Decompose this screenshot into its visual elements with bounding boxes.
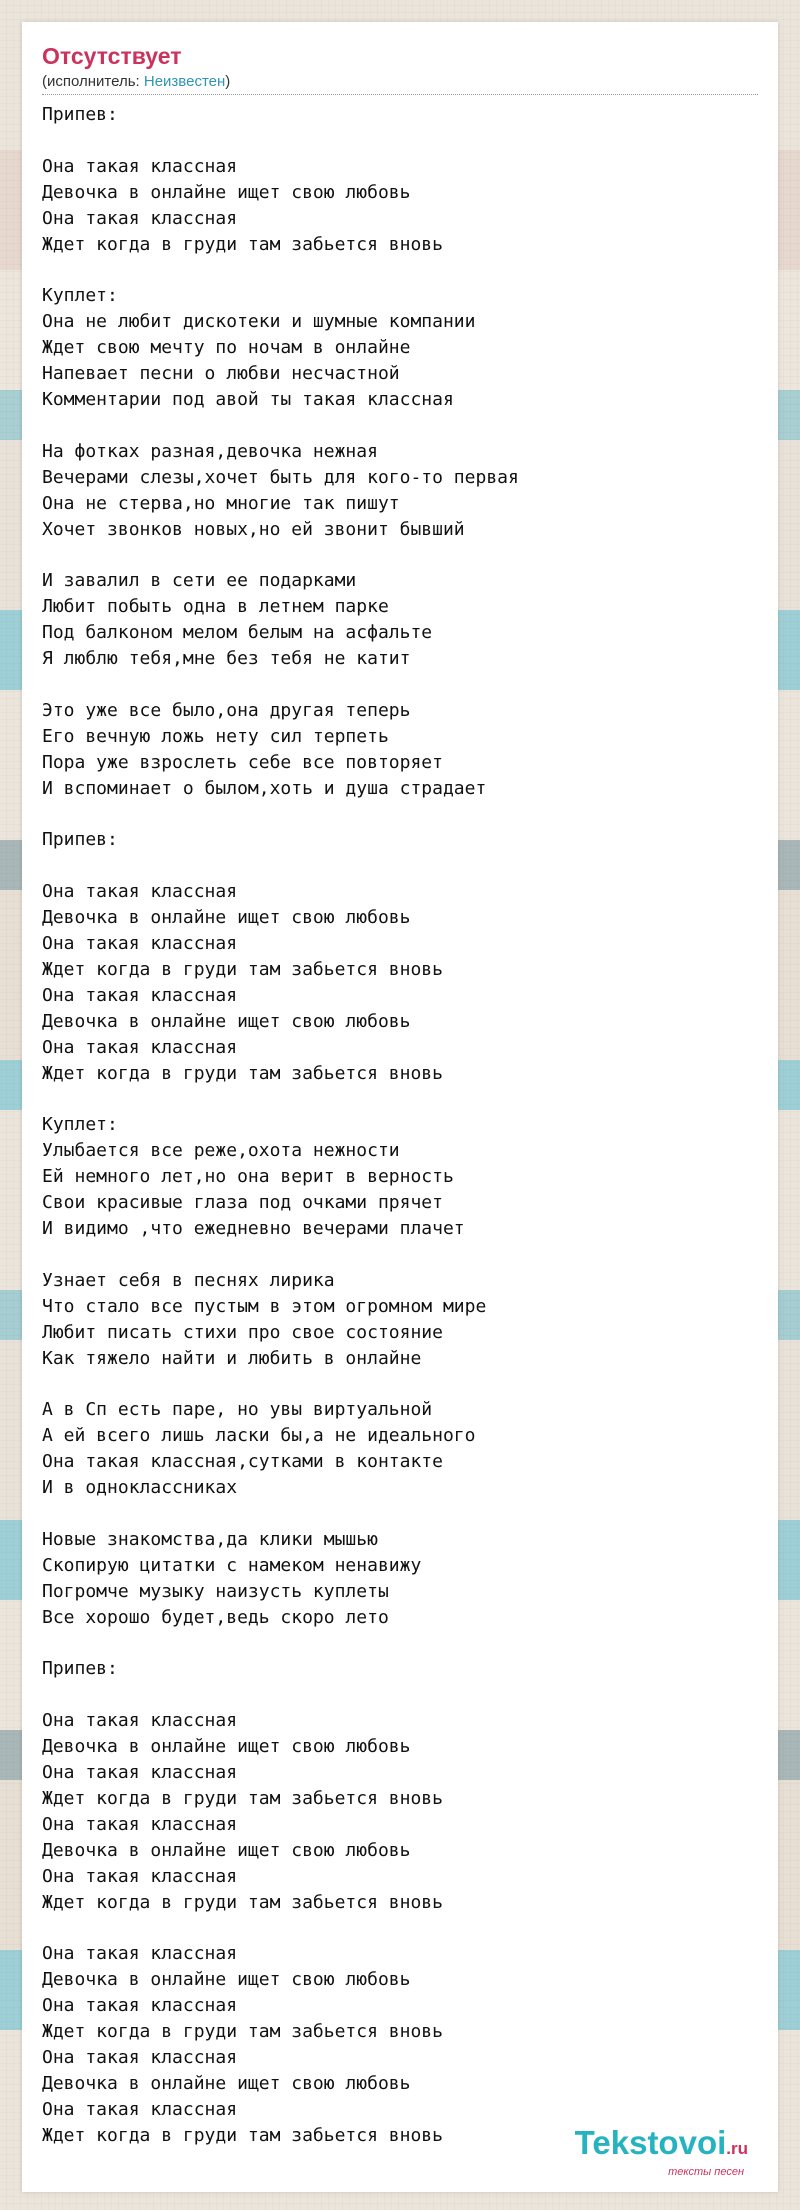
lyrics-line: А в Сп есть паре, но увы виртуальной <box>42 1399 433 1421</box>
lyrics-line: И видимо ,что ежедневно вечерами плачет <box>42 1217 465 1239</box>
lyrics-line: Она такая классная <box>42 1036 238 1058</box>
lyrics-line: Ждет когда в груди там забьется вновь <box>42 2124 443 2146</box>
lyrics-line: Она не стерва,но многие так пишут <box>42 492 400 514</box>
lyrics-line: И вспоминает о былом,хоть и душа страдает <box>42 777 487 799</box>
lyrics-line: На фотках разная,девочка нежная <box>42 440 378 462</box>
lyrics-line: Напевает песни о любви несчастной <box>42 363 400 385</box>
lyrics-line: Она такая классная <box>42 984 238 1006</box>
lyrics-line: Хочет звонков новых,но ей звонит бывший <box>42 518 465 540</box>
lyrics-line: Девочка в онлайне ищет свою любовь <box>42 907 411 929</box>
lyrics-line: Ждет когда в груди там забьется вновь <box>42 958 443 980</box>
lyrics-line: Она такая классная <box>42 1943 238 1965</box>
lyrics-line: Она такая классная <box>42 1710 238 1732</box>
lyrics-line: Погромче музыку наизусть куплеты <box>42 1580 389 1602</box>
lyrics-line: Скопирую цитатки с намеком ненавижу <box>42 1554 422 1576</box>
logo-tld: .ru <box>726 2139 748 2158</box>
byline-prefix: (исполнитель: <box>42 73 144 90</box>
lyrics-line: Девочка в онлайне ищет свою любовь <box>42 1736 411 1758</box>
lyrics-line: И в одноклассниках <box>42 1477 238 1499</box>
lyrics-line: Как тяжело найти и любить в онлайне <box>42 1347 422 1369</box>
lyrics-line: Ждет когда в груди там забьется вновь <box>42 2021 443 2043</box>
lyrics-line: Она такая классная <box>42 1995 238 2017</box>
logo-wordmark <box>575 2126 748 2166</box>
song-title: Отсутствует <box>42 43 182 69</box>
lyrics-line: Ждет когда в груди там забьется вновь <box>42 1787 443 1809</box>
lyrics-line: Все хорошо будет,ведь скоро лето <box>42 1606 389 1628</box>
lyrics-text <box>42 102 758 2149</box>
lyrics-line: Припев: <box>42 829 118 851</box>
lyrics-line: Что стало все пустым в этом огромном мире <box>42 1295 487 1317</box>
lyrics-line: Вечерами слезы,хочет быть для кого-то первая <box>42 466 519 488</box>
lyrics-line: Куплет: <box>42 1114 118 1136</box>
lyrics-line: Любит писать стихи про свое состояние <box>42 1321 443 1343</box>
song-header <box>42 42 758 92</box>
logo-word: Tekstovoi <box>574 2124 727 2161</box>
site-logo[interactable] <box>575 2126 748 2178</box>
lyrics-line: Это уже все было,она другая теперь <box>42 699 411 721</box>
lyrics-line: Пора уже взрослеть себе все повторяет <box>42 751 443 773</box>
lyrics-line: Ждет когда в груди там забьется вновь <box>42 233 443 255</box>
lyrics-line: Она такая классная <box>42 1762 238 1783</box>
header-divider <box>42 94 758 95</box>
lyrics-line: Она такая классная <box>42 933 238 954</box>
lyrics-line: Ждет когда в груди там забьется вновь <box>42 1062 443 1084</box>
lyrics-line: Свои красивые глаза под очками прячет <box>42 1192 443 1214</box>
lyrics-card <box>22 22 778 2192</box>
lyrics-line: Новые знакомства,да клики мышью <box>42 1528 378 1550</box>
lyrics-line: Она такая классная <box>42 881 238 903</box>
lyrics-line: Она такая классная <box>42 1865 238 1887</box>
lyrics-line: Ждет свою мечту по ночам в онлайне <box>42 337 411 359</box>
lyrics-line: Она такая классная <box>42 155 238 177</box>
lyrics-line: Она такая классная <box>42 1813 238 1835</box>
lyrics-line: Его вечную ложь нету сил терпеть <box>42 725 389 747</box>
lyrics-line: Припев: <box>42 104 118 125</box>
lyrics-line: Под балконом мелом белым на асфальте <box>42 622 433 644</box>
artist-link[interactable]: Неизвестен <box>143 73 226 90</box>
lyrics-line: Ей немного лет,но она верит в верность <box>42 1166 454 1188</box>
lyrics-line: Любит побыть одна в летнем парке <box>42 596 389 618</box>
lyrics-line: Ждет когда в груди там забьется вновь <box>42 1891 443 1913</box>
lyrics-line: Я люблю тебя,мне без тебя не катит <box>42 648 411 670</box>
lyrics-line: Она такая классная,сутками в контакте <box>42 1451 443 1473</box>
lyrics-line: А ей всего лишь ласки бы,а не идеального <box>42 1425 476 1447</box>
lyrics-line: Припев: <box>42 1658 118 1680</box>
lyrics-line: Девочка в онлайне ищет свою любовь <box>42 1969 411 1991</box>
lyrics-line: Она такая классная <box>42 207 238 229</box>
logo-tagline: тексты песен <box>668 2166 744 2178</box>
lyrics-line: И завалил в сети ее подарками <box>42 570 357 592</box>
lyrics-line: Комментарии под авой ты такая классная <box>42 388 454 410</box>
lyrics-line: Она такая классная <box>42 2098 238 2120</box>
byline-suffix: ) <box>225 73 231 90</box>
lyrics-line: Она такая классная <box>42 2046 238 2068</box>
lyrics-line: Узнает себя в песнях лирика <box>42 1269 335 1291</box>
lyrics-line: Куплет: <box>42 285 118 307</box>
artist-byline <box>42 72 758 92</box>
lyrics-line: Девочка в онлайне ищет свою любовь <box>42 181 411 203</box>
lyrics-line: Девочка в онлайне ищет свою любовь <box>42 1010 411 1032</box>
lyrics-line: Она не любит дискотеки и шумные компании <box>42 311 476 333</box>
lyrics-line: Девочка в онлайне ищет свою любовь <box>42 2072 411 2094</box>
lyrics-line: Девочка в онлайне ищет свою любовь <box>42 1839 411 1861</box>
lyrics-line: Улыбается все реже,охота нежности <box>42 1140 400 1162</box>
